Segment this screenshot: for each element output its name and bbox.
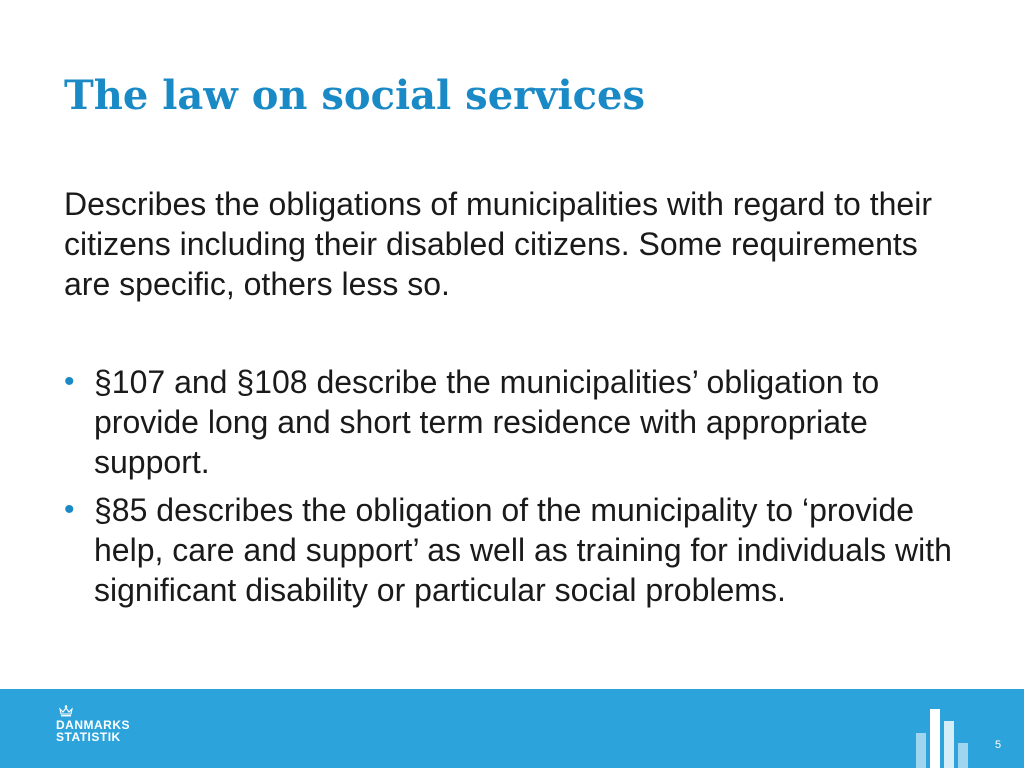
intro-paragraph: Describes the obligations of municipalities with regard to their citizens including their disabled citizens. Some requirements are specific, others less so. <box>64 186 932 302</box>
bullet-list <box>64 362 964 618</box>
slide-title: The law on social services <box>64 72 645 119</box>
bullet-text: §85 describes the obligation of the municipality to ‘provide help, care and support’ as well as training for individuals with significant disability or particular social problems. <box>94 492 952 608</box>
danmarks-statistik-logo <box>56 705 146 743</box>
bullet-text: §107 and §108 describe the municipalities’ obligation to provide long and short term residence with appropriate support. <box>94 364 880 480</box>
bullet-dot-icon: • <box>64 493 75 526</box>
logo-line-1: DANMARKS <box>56 718 130 732</box>
bullet-item <box>64 490 964 610</box>
page-number: 5 <box>994 739 1002 751</box>
crown-icon <box>59 705 73 717</box>
bullet-item <box>64 362 964 482</box>
bar-chart-icon <box>916 709 972 768</box>
logo-line-2: STATISTIK <box>56 730 121 744</box>
footer-bar <box>0 689 1024 768</box>
bullet-dot-icon: • <box>64 365 75 398</box>
